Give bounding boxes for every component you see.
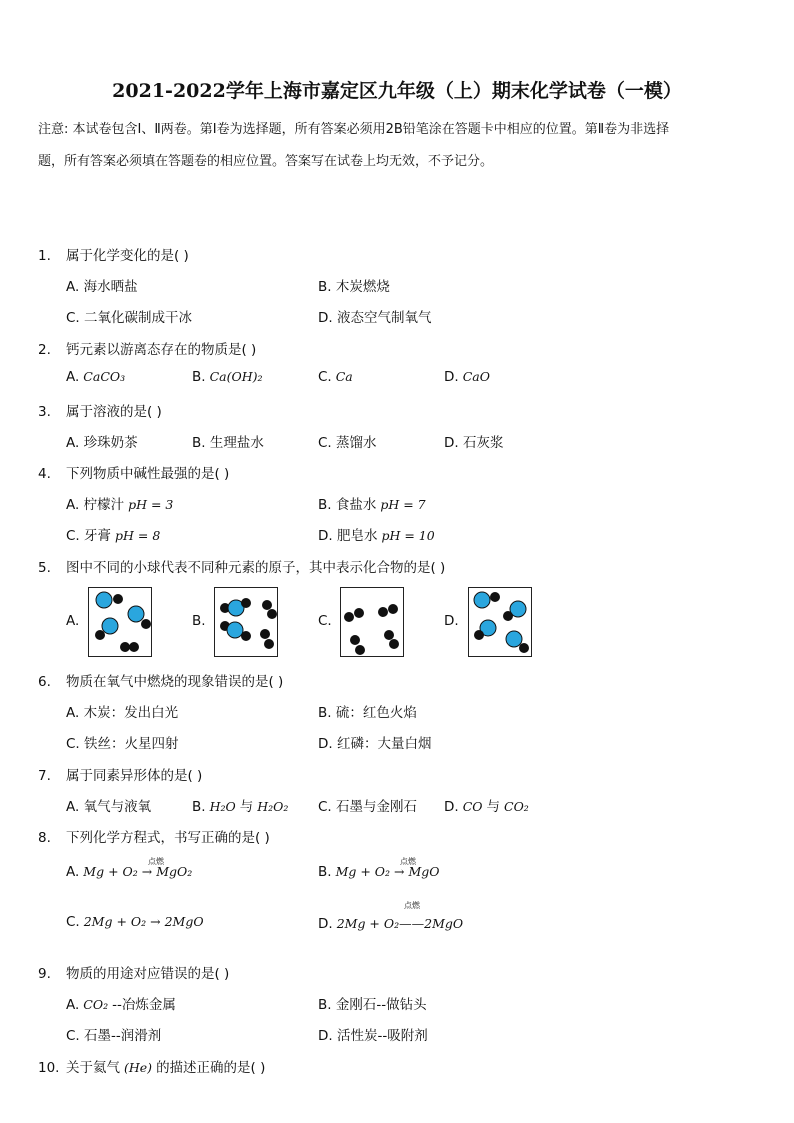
q3-option-b[interactable]: B. 生理盐水 <box>192 435 264 451</box>
q5-option-c-label[interactable]: C. <box>318 613 332 629</box>
black-atom <box>378 607 388 617</box>
q9-option-a[interactable] <box>66 993 176 1013</box>
question-9 <box>38 962 229 982</box>
molecule-diagram-d[interactable] <box>468 587 532 657</box>
black-atom <box>241 631 251 641</box>
option-text: B. 食盐水 <box>318 497 377 513</box>
q9-option-b[interactable]: B. 金刚石--做钻头 <box>318 997 427 1013</box>
black-atom <box>95 630 105 640</box>
formula: CO₂ <box>83 997 109 1012</box>
black-atom <box>350 635 360 645</box>
option-label: A. <box>66 864 80 880</box>
conjunction: 与 <box>486 799 500 815</box>
question-stem: 下列化学方程式，书写正确的是( ) <box>66 830 270 846</box>
note-line-1: 注意: 本试卷包含Ⅰ、Ⅱ两卷。第Ⅰ卷为选择题，所有答案必须用2B铅笔涂在答题卡中相应的位置。第Ⅱ卷为非选择 <box>38 122 670 137</box>
formula: H₂O <box>209 799 236 814</box>
black-atom <box>354 608 364 618</box>
question-stem-post: 的描述正确的是( ) <box>156 1060 266 1076</box>
question-stem: 图中不同的小球代表不同种元素的原子，其中表示化合物的是( ) <box>66 560 446 576</box>
black-atom <box>344 612 354 622</box>
atoms-figure <box>89 588 151 656</box>
question-5 <box>38 556 445 576</box>
option-label: B. <box>192 369 206 385</box>
question-2 <box>38 338 256 358</box>
q1-option-b[interactable]: B. 木炭燃烧 <box>318 279 390 295</box>
q2-option-b[interactable] <box>192 369 267 385</box>
formula: H₂O₂ <box>257 799 289 814</box>
question-stem-pre: 关于氦气 <box>66 1060 120 1076</box>
question-6 <box>38 670 283 690</box>
q9-option-c[interactable]: C. 石墨--润滑剂 <box>66 1028 162 1044</box>
equation: Mg + O₂ → MgO₂ <box>83 864 193 879</box>
blue-atom <box>506 631 522 647</box>
note-line-2: 题，所有答案必须填在答题卷的相应位置。答案写在试卷上均无效，不予记分。 <box>38 154 494 169</box>
option-label: B. <box>192 799 206 815</box>
q9-option-d[interactable]: D. 活性炭--吸附剂 <box>318 1028 428 1044</box>
option-label: D. <box>318 916 333 932</box>
blue-atom <box>102 618 118 634</box>
q6-option-b[interactable]: B. 硫：红色火焰 <box>318 705 417 721</box>
q6-option-a[interactable]: A. 木炭：发出白光 <box>66 705 179 721</box>
reaction-condition: 点燃 <box>148 857 164 866</box>
option-label: C. <box>66 914 80 930</box>
q2-option-a[interactable] <box>66 369 129 385</box>
formula: CO <box>462 799 483 814</box>
option-label: A. <box>66 997 80 1013</box>
question-stem: 钙元素以游离态存在的物质是( ) <box>66 342 257 358</box>
black-atom <box>241 598 251 608</box>
black-atom <box>264 639 274 649</box>
question-number: 6. <box>38 674 51 690</box>
option-text: D. 肥皂水 <box>318 528 378 544</box>
black-atom <box>474 630 484 640</box>
option-text: C. 牙膏 <box>66 528 112 544</box>
black-atom <box>503 611 513 621</box>
question-number: 5. <box>38 560 51 576</box>
formula: Ca <box>335 369 353 384</box>
question-number: 8. <box>38 830 51 846</box>
option-label: A. <box>66 369 80 385</box>
black-atom <box>519 643 529 653</box>
black-atom <box>355 645 365 655</box>
blue-atom <box>128 606 144 622</box>
q6-option-d[interactable]: D. 红磷：大量白烟 <box>318 736 432 752</box>
black-atom <box>267 609 277 619</box>
question-number: 7. <box>38 768 51 784</box>
q2-option-c[interactable] <box>318 369 357 385</box>
question-number: 9. <box>38 966 51 982</box>
black-atom <box>260 629 270 639</box>
option-label: B. <box>318 864 332 880</box>
black-atom <box>389 639 399 649</box>
reaction-condition: 点燃 <box>404 901 420 910</box>
q8-option-c[interactable] <box>66 914 208 930</box>
q1-option-c[interactable]: C. 二氧化碳制成干冰 <box>66 310 193 326</box>
blue-atom <box>96 592 112 608</box>
black-atom <box>490 592 500 602</box>
question-stem: 属于溶液的是( ) <box>66 404 162 420</box>
option-text: --冶炼金属 <box>112 997 176 1013</box>
question-stem: 属于化学变化的是( ) <box>66 248 189 264</box>
question-number: 3. <box>38 404 51 420</box>
option-label: D. <box>444 369 459 385</box>
formula: CO₂ <box>504 799 529 814</box>
blue-atom <box>227 622 243 638</box>
q8-option-b[interactable] <box>318 864 444 880</box>
molecule-diagram-b[interactable] <box>214 587 278 657</box>
q4-option-d[interactable] <box>318 524 439 544</box>
molecule-diagram-a[interactable] <box>88 587 152 657</box>
q8-option-a[interactable] <box>66 864 196 880</box>
question-number: 10. <box>38 1060 60 1076</box>
q7-option-b[interactable] <box>192 795 292 815</box>
option-label: C. <box>318 369 332 385</box>
black-atom <box>384 630 394 640</box>
question-stem: 下列物质中碱性最强的是( ) <box>66 466 230 482</box>
q3-option-a[interactable]: A. 珍珠奶茶 <box>66 435 138 451</box>
q7-option-a[interactable]: A. 氧气与液氧 <box>66 799 152 815</box>
option-label: D. <box>444 799 459 815</box>
paper-title: 2021-2022学年上海市嘉定区九年级（上）期末化学试卷（一模） <box>112 80 682 102</box>
atoms-figure <box>215 588 277 656</box>
q2-option-d[interactable] <box>444 369 494 385</box>
q3-option-c[interactable]: C. 蒸馏水 <box>318 435 377 451</box>
q5-option-d-label[interactable]: D. <box>444 613 459 629</box>
q8-option-d[interactable] <box>318 916 467 932</box>
q5-option-b-label[interactable]: B. <box>192 613 206 629</box>
equation: Mg + O₂ → MgO <box>335 864 440 879</box>
formula: CaCO₃ <box>83 369 126 384</box>
question-number: 4. <box>38 466 51 482</box>
formula: pH = 3 <box>128 497 174 512</box>
formula: CaO <box>462 369 490 384</box>
black-atom <box>141 619 151 629</box>
black-atom <box>262 600 272 610</box>
q5-option-a-label[interactable]: A. <box>66 613 80 629</box>
formula: (He) <box>124 1060 153 1075</box>
question-7 <box>38 764 202 784</box>
question-1 <box>38 244 189 264</box>
q1-option-d[interactable]: D. 液态空气制氧气 <box>318 310 432 326</box>
blue-atom <box>474 592 490 608</box>
question-stem: 属于同素异形体的是( ) <box>66 768 203 784</box>
q7-option-c[interactable]: C. 石墨与金刚石 <box>318 799 418 815</box>
formula: pH = 7 <box>380 497 426 512</box>
conjunction: 与 <box>239 799 254 815</box>
question-stem: 物质在氧气中燃烧的现象错误的是( ) <box>66 674 284 690</box>
question-stem: 物质的用途对应错误的是( ) <box>66 966 230 982</box>
question-4 <box>38 462 229 482</box>
q7-option-d[interactable] <box>444 795 533 815</box>
black-atom <box>113 594 123 604</box>
q4-option-a[interactable] <box>66 493 177 513</box>
formula: pH = 8 <box>115 528 161 543</box>
q6-option-c[interactable]: C. 铁丝：火星四射 <box>66 736 179 752</box>
question-10 <box>38 1056 265 1076</box>
equation: 2Mg + O₂——2MgO <box>336 916 464 931</box>
black-atom <box>120 642 130 652</box>
atoms-figure <box>469 588 531 656</box>
option-text: A. 柠檬汁 <box>66 497 125 513</box>
q4-option-b[interactable] <box>318 493 430 513</box>
question-3 <box>38 400 162 420</box>
formula: Ca(OH)₂ <box>209 369 263 384</box>
q1-option-a[interactable]: A. 海水晒盐 <box>66 279 138 295</box>
question-number: 1. <box>38 248 51 264</box>
atoms-figure <box>341 588 403 656</box>
q4-option-c[interactable] <box>66 524 164 544</box>
black-atom <box>129 642 139 652</box>
question-8 <box>38 826 270 846</box>
black-atom <box>388 604 398 614</box>
q3-option-d[interactable]: D. 石灰浆 <box>444 435 504 451</box>
formula: pH = 10 <box>381 528 435 543</box>
equation: 2Mg + O₂ → 2MgO <box>83 914 204 929</box>
question-number: 2. <box>38 342 51 358</box>
reaction-condition: 点燃 <box>400 857 416 866</box>
molecule-diagram-c[interactable] <box>340 587 404 657</box>
